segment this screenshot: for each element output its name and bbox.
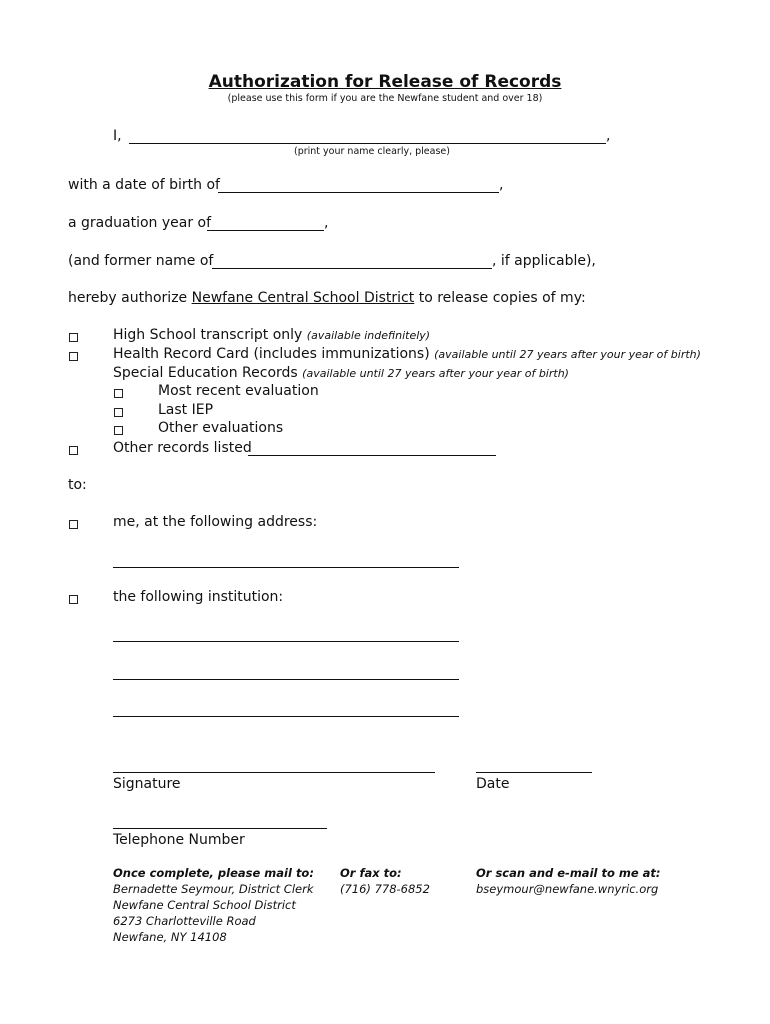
special-label: Special Education Records	[113, 365, 298, 381]
health-checkbox[interactable]	[69, 352, 78, 361]
other-records-label: Other records listed	[113, 440, 252, 456]
health-label: Health Record Card (includes immunizations)	[113, 346, 430, 362]
mail-line: Bernadette Seymour, District Clerk	[113, 882, 314, 896]
transcript-checkbox[interactable]	[69, 333, 78, 342]
mail-block	[113, 865, 314, 945]
authorize-sentence	[68, 290, 586, 306]
authorize-suffix: to release copies of my:	[418, 290, 586, 306]
email-address[interactable]: bseymour@newfane.wnyric.org	[476, 882, 659, 896]
me-address-checkbox[interactable]	[69, 520, 78, 529]
name-field[interactable]	[129, 143, 606, 144]
name-prefix: I,	[113, 128, 122, 144]
telephone-label: Telephone Number	[113, 832, 245, 848]
institution-field-1[interactable]	[113, 641, 459, 642]
former-name-label: (and former name of	[68, 253, 214, 269]
transcript-item	[113, 327, 430, 343]
fax-heading: Or fax to:	[340, 866, 402, 880]
mail-line: Newfane, NY 14108	[113, 930, 227, 944]
transcript-note: (available indefinitely)	[306, 329, 431, 342]
grad-year-comma: ,	[324, 215, 329, 231]
other-eval-label: Other evaluations	[158, 420, 284, 436]
me-address-label: me, at the following address:	[113, 514, 318, 530]
date-field[interactable]	[476, 772, 592, 773]
mail-line: 6273 Charlotteville Road	[113, 914, 256, 928]
recent-eval-label: Most recent evaluation	[158, 383, 319, 399]
mail-line: Newfane Central School District	[113, 898, 296, 912]
dob-label: with a date of birth of	[68, 177, 220, 193]
name-hint: (print your name clearly, please)	[294, 146, 450, 157]
form-title: Authorization for Release of Records	[208, 72, 562, 92]
form-subtitle: (please use this form if you are the Newfane student and over 18)	[227, 93, 543, 104]
to-label: to:	[68, 477, 87, 493]
special-item	[113, 365, 569, 381]
address-field[interactable]	[113, 567, 459, 568]
other-records-field[interactable]	[248, 455, 496, 456]
date-label: Date	[476, 776, 510, 792]
email-heading: Or scan and e-mail to me at:	[476, 866, 661, 880]
dob-comma: ,	[499, 177, 504, 193]
institution-checkbox[interactable]	[69, 595, 78, 604]
signature-label: Signature	[113, 776, 181, 792]
other-records-checkbox[interactable]	[69, 446, 78, 455]
health-item	[113, 346, 701, 362]
last-iep-label: Last IEP	[158, 402, 214, 418]
institution-label: the following institution:	[113, 589, 284, 605]
former-name-field[interactable]	[212, 268, 492, 269]
former-name-suffix: , if applicable),	[492, 253, 596, 269]
district-name: Newfane Central School District	[191, 290, 415, 306]
name-comma: ,	[606, 128, 611, 144]
grad-year-field[interactable]	[207, 230, 324, 231]
other-eval-checkbox[interactable]	[114, 426, 123, 435]
signature-field[interactable]	[113, 772, 435, 773]
dob-field[interactable]	[218, 192, 499, 193]
email-block	[476, 865, 661, 897]
transcript-label: High School transcript only	[113, 327, 303, 343]
authorize-prefix: hereby authorize	[68, 290, 188, 306]
mail-heading: Once complete, please mail to:	[113, 866, 314, 880]
telephone-field[interactable]	[113, 828, 327, 829]
last-iep-checkbox[interactable]	[114, 408, 123, 417]
health-note: (available until 27 years after your year of birth)	[434, 348, 701, 361]
institution-field-2[interactable]	[113, 679, 459, 680]
recent-eval-checkbox[interactable]	[114, 389, 123, 398]
institution-field-3[interactable]	[113, 716, 459, 717]
grad-year-label: a graduation year of	[68, 215, 212, 231]
fax-block	[340, 865, 430, 897]
fax-number: (716) 778-6852	[340, 882, 430, 896]
special-note: (available until 27 years after your year of birth)	[302, 367, 569, 380]
